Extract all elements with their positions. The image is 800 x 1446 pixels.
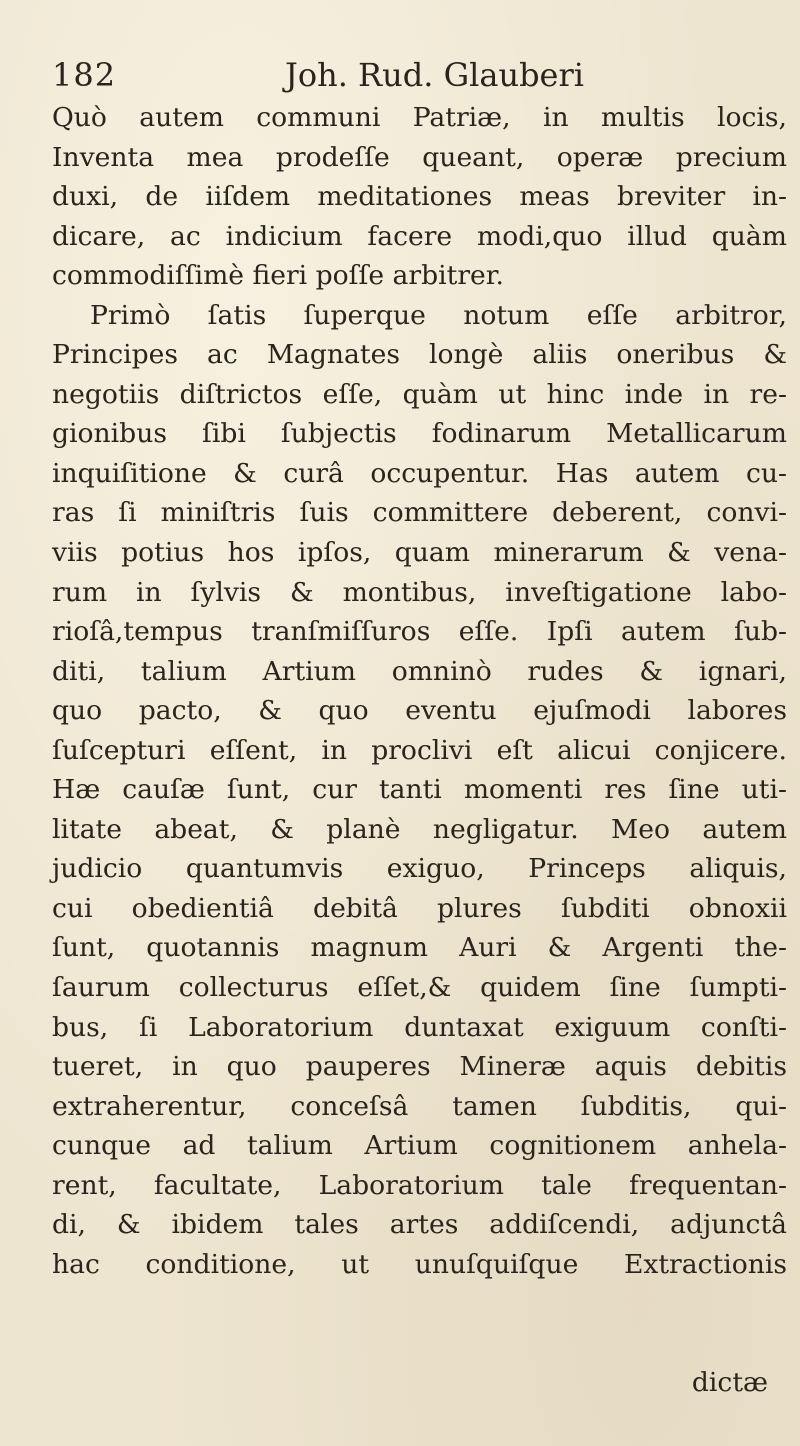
body-text bbox=[52, 98, 787, 1284]
text-line: ras ſi miniſtris ſuis committere deberent, convi- bbox=[52, 497, 787, 529]
text-line: bus, ſi Laboratorium duntaxat exiguum conſti- bbox=[52, 1011, 787, 1043]
text-line: cui obedientiâ debitâ plures ſubditi obnoxii bbox=[52, 892, 787, 924]
text-line: hac conditione, ut unuſquiſque Extractionis bbox=[52, 1248, 787, 1280]
running-head: Joh. Rud. Glauberi bbox=[285, 56, 585, 94]
text-line: gionibus ſibi ſubjectis fodinarum Metallicarum bbox=[52, 418, 787, 450]
text-line: quo pacto, & quo eventu ejuſmodi labores bbox=[52, 695, 787, 727]
text-line: Principes ac Magnates longè aliis oneribus & bbox=[52, 339, 787, 371]
text-line: rent, facultate, Laboratorium tale frequentan- bbox=[52, 1169, 787, 1201]
text-line: rioſâ,tempus tranſmiſſuros eſſe. Ipſi autem ſub- bbox=[52, 616, 787, 648]
text-line: cunque ad talium Artium cognitionem anhela- bbox=[52, 1130, 787, 1162]
text-line: tueret, in quo pauperes Mineræ aquis debitis bbox=[52, 1051, 787, 1083]
text-line: litate abeat, & planè negligatur. Meo autem bbox=[52, 813, 787, 845]
text-line: ſaurum collecturus eſſet,& quidem ſine ſumpti- bbox=[52, 972, 787, 1004]
text-line: Inventa mea prodeſſe queant, operæ precium bbox=[52, 141, 787, 173]
text-line: viis potius hos ipſos, quam minerarum & vena- bbox=[52, 537, 787, 569]
text-line: ſuſcepturi eſſent, in proclivi eſt alicui conjicere. bbox=[52, 734, 787, 766]
text-line: ſunt, quotannis magnum Auri & Argenti the- bbox=[52, 932, 787, 964]
text-line: inquiſitione & curâ occupentur. Has autem cu- bbox=[52, 457, 787, 489]
text-line: rum in ſylvis & montibus, inveſtigatione labo- bbox=[52, 576, 787, 608]
text-line: diti, talium Artium omninò rudes & ignari, bbox=[52, 655, 787, 687]
text-line: extraherentur, conceſsâ tamen ſubditis, qui- bbox=[52, 1090, 787, 1122]
text-line: di, & ibidem tales artes addiſcendi, adjunctâ bbox=[52, 1209, 787, 1241]
catchword: dictæ bbox=[691, 1367, 768, 1398]
text-line: dicare, ac indicium facere modi,quo illud quàm bbox=[52, 220, 787, 252]
text-line: negotiis diſtrictos eſſe, quàm ut hinc inde in re- bbox=[52, 378, 787, 410]
text-line: duxi, de iiſdem meditationes meas breviter in- bbox=[52, 181, 787, 213]
text-line: Primò ſatis ſuperque notum eſſe arbitror, bbox=[90, 299, 787, 331]
page-header bbox=[52, 52, 752, 98]
text-line: judicio quantumvis exiguo, Princeps aliquis, bbox=[52, 853, 787, 885]
text-line: Quò autem communi Patriæ, in multis locis, bbox=[52, 102, 787, 133]
page-number: 182 bbox=[52, 56, 117, 94]
text-line: Hæ cauſæ ſunt, cur tanti momenti res ſine uti- bbox=[52, 774, 787, 806]
text-line: commodiſſimè fieri poſſe arbitrer. bbox=[52, 260, 505, 292]
